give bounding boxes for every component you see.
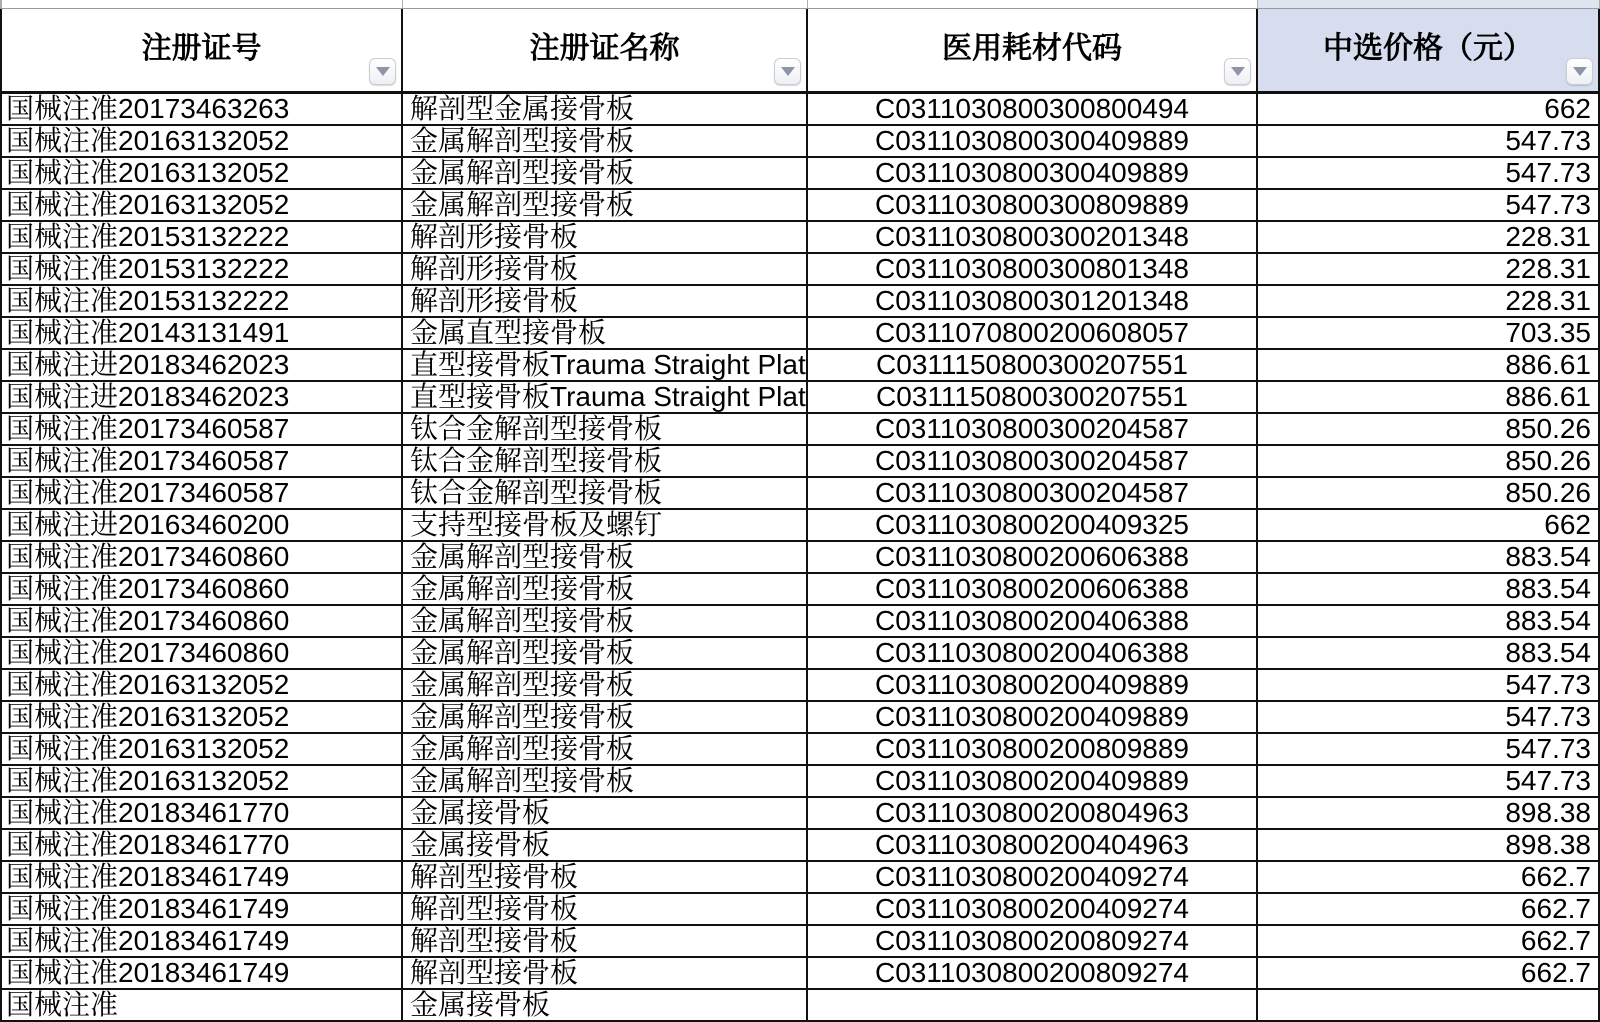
cell-cert-name[interactable]: 金属解剖型接骨板 [403,670,808,702]
table-row [0,638,1600,670]
column-title-consumable-code: 医用耗材代码 [942,32,1122,65]
cell-cert-name[interactable]: 解剖形接骨板 [403,286,808,318]
cell-consumable-code[interactable]: C0311030800301201348 [808,286,1258,318]
cell-cert-name[interactable]: 金属解剖型接骨板 [403,606,808,638]
cell-cert-name[interactable]: 直型接骨板Trauma Straight Plat [403,350,808,382]
cell-price[interactable]: 547.73 [1258,670,1600,702]
cell-price[interactable]: 883.54 [1258,606,1600,638]
cell-price[interactable]: 228.31 [1258,222,1600,254]
table-row [0,734,1600,766]
cell-cert-name[interactable]: 金属解剖型接骨板 [403,126,808,158]
cell-reg-no[interactable]: 国械注进20183462023 [0,382,403,414]
table-row [0,318,1600,350]
table-row [0,766,1600,798]
table-row [0,894,1600,926]
cell-consumable-code[interactable]: C0311030800200606388 [808,574,1258,606]
cell-cert-name[interactable]: 解剖型接骨板 [403,958,808,990]
table-row [0,350,1600,382]
cell-price[interactable]: 662.7 [1258,862,1600,894]
cell-reg-no[interactable]: 国械注进20163460200 [0,510,403,542]
table-row [0,670,1600,702]
cell-consumable-code[interactable] [808,990,1258,1022]
filter-dropdown-icon [1573,67,1587,76]
column-title-reg-no: 注册证号 [141,32,262,65]
cell-consumable-code[interactable]: C0311030800300204587 [808,446,1258,478]
cell-reg-no[interactable]: 国械注准20163132052 [0,126,403,158]
cell-price[interactable]: 886.61 [1258,350,1600,382]
cell-reg-no[interactable]: 国械注准20153132222 [0,222,403,254]
cell-price[interactable]: 883.54 [1258,638,1600,670]
column-title-price: 中选价格（元） [1323,32,1533,65]
filter-dropdown-icon [781,67,795,76]
table-row [0,414,1600,446]
table-row [0,222,1600,254]
cell-consumable-code[interactable]: C0311030800200606388 [808,542,1258,574]
filter-dropdown-icon [1231,67,1245,76]
table-row [0,958,1600,990]
cell-cert-name[interactable]: 金属接骨板 [403,798,808,830]
cell-reg-no[interactable]: 国械注准20163132052 [0,158,403,190]
cell-price[interactable]: 662.7 [1258,894,1600,926]
cell-reg-no[interactable]: 国械注准20153132222 [0,254,403,286]
cell-price[interactable]: 662 [1258,510,1600,542]
cell-consumable-code[interactable]: C0311030800200409889 [808,702,1258,734]
cell-reg-no[interactable]: 国械注准20183461770 [0,798,403,830]
header-cell-consumable-code[interactable] [808,9,1258,91]
cell-reg-no[interactable]: 国械注准20183461770 [0,830,403,862]
cell-cert-name[interactable]: 金属解剖型接骨板 [403,702,808,734]
partial-top-cell [1258,0,1600,8]
cell-reg-no[interactable]: 国械注准20183461749 [0,894,403,926]
table-row [0,190,1600,222]
cell-price[interactable]: 547.73 [1258,158,1600,190]
cell-cert-name[interactable]: 解剖型接骨板 [403,862,808,894]
cell-consumable-code[interactable]: C0311030800200409274 [808,894,1258,926]
cell-consumable-code[interactable]: C0311030800200404963 [808,830,1258,862]
table-row [0,478,1600,510]
cell-cert-name[interactable]: 支持型接骨板及螺钉 [403,510,808,542]
cell-cert-name[interactable]: 金属解剖型接骨板 [403,574,808,606]
cell-consumable-code[interactable]: C0311030800300409889 [808,126,1258,158]
cell-cert-name[interactable]: 金属解剖型接骨板 [403,638,808,670]
cell-consumable-code[interactable]: C0311030800200809274 [808,958,1258,990]
table-row [0,542,1600,574]
cell-cert-name[interactable]: 解剖型接骨板 [403,894,808,926]
cell-cert-name[interactable]: 直型接骨板Trauma Straight Plat [403,382,808,414]
cell-consumable-code[interactable]: C0311030800300204587 [808,478,1258,510]
table-row [0,798,1600,830]
header-cell-cert-name[interactable] [403,9,808,91]
cell-price[interactable]: 898.38 [1258,798,1600,830]
cell-cert-name[interactable]: 钛合金解剖型接骨板 [403,414,808,446]
cell-reg-no[interactable]: 国械注准20173460860 [0,542,403,574]
cell-consumable-code[interactable]: C0311030800300809889 [808,190,1258,222]
cell-price[interactable]: 850.26 [1258,414,1600,446]
cell-cert-name[interactable]: 金属接骨板 [403,990,808,1022]
cell-price[interactable]: 898.38 [1258,830,1600,862]
cell-price[interactable]: 662.7 [1258,958,1600,990]
header-cell-reg-no[interactable] [0,9,403,91]
filter-button[interactable] [369,58,396,85]
cell-reg-no[interactable]: 国械注准20173463263 [0,94,403,126]
table-row [0,702,1600,734]
cell-reg-no[interactable]: 国械注准20163132052 [0,702,403,734]
table-row-partial [0,990,1600,1022]
cell-reg-no[interactable]: 国械注准20173460860 [0,574,403,606]
filter-button[interactable] [774,58,801,85]
cell-price[interactable]: 850.26 [1258,478,1600,510]
table-row [0,862,1600,894]
cell-reg-no[interactable]: 国械注准20153132222 [0,286,403,318]
cell-cert-name[interactable]: 钛合金解剖型接骨板 [403,478,808,510]
table-row [0,510,1600,542]
header-row [0,9,1600,94]
cell-price[interactable]: 547.73 [1258,702,1600,734]
cell-consumable-code[interactable]: C0311030800200809889 [808,734,1258,766]
cell-price[interactable]: 547.73 [1258,734,1600,766]
cell-reg-no[interactable]: 国械注准20173460860 [0,606,403,638]
cell-cert-name[interactable]: 金属解剖型接骨板 [403,734,808,766]
cell-price[interactable]: 547.73 [1258,766,1600,798]
cell-cert-name[interactable]: 金属直型接骨板 [403,318,808,350]
cell-cert-name[interactable]: 解剖形接骨板 [403,222,808,254]
cell-consumable-code[interactable]: C0311030800200804963 [808,798,1258,830]
table-body [0,94,1600,1022]
cell-consumable-code[interactable]: C0311030800200409889 [808,670,1258,702]
cell-consumable-code[interactable]: C0311150800300207551 [808,382,1258,414]
cell-reg-no[interactable]: 国械注准20173460587 [0,414,403,446]
cell-reg-no[interactable]: 国械注准20183461749 [0,926,403,958]
cell-cert-name[interactable]: 金属接骨板 [403,830,808,862]
cell-reg-no[interactable]: 国械注准20183461749 [0,862,403,894]
cell-reg-no[interactable]: 国械注准20143131491 [0,318,403,350]
cell-cert-name[interactable]: 金属解剖型接骨板 [403,158,808,190]
table-row [0,254,1600,286]
cell-cert-name[interactable]: 解剖型金属接骨板 [403,94,808,126]
filter-button[interactable] [1566,58,1593,85]
table-row [0,382,1600,414]
cell-price[interactable]: 703.35 [1258,318,1600,350]
cell-cert-name[interactable]: 金属解剖型接骨板 [403,190,808,222]
cell-consumable-code[interactable]: C0311150800300207551 [808,350,1258,382]
cell-price[interactable]: 883.54 [1258,542,1600,574]
cell-price[interactable]: 228.31 [1258,254,1600,286]
cell-consumable-code[interactable]: C0311030800200409274 [808,862,1258,894]
cell-cert-name[interactable]: 金属解剖型接骨板 [403,542,808,574]
table-row [0,830,1600,862]
partial-top-cell [808,0,1258,8]
cell-price[interactable]: 228.31 [1258,286,1600,318]
cell-consumable-code[interactable]: C0311030800300801348 [808,254,1258,286]
table-row [0,926,1600,958]
cell-consumable-code[interactable]: C0311030800300204587 [808,414,1258,446]
cell-consumable-code[interactable]: C0311030800300800494 [808,94,1258,126]
cell-consumable-code[interactable]: C0311030800200409889 [808,766,1258,798]
cell-consumable-code[interactable]: C0311030800300409889 [808,158,1258,190]
cell-reg-no[interactable]: 国械注准20163132052 [0,190,403,222]
cell-price[interactable]: 662.7 [1258,926,1600,958]
partial-top-cell [403,0,808,8]
cell-consumable-code[interactable]: C0311030800200406388 [808,638,1258,670]
cell-price[interactable]: 547.73 [1258,190,1600,222]
cell-consumable-code[interactable]: C0311030800300201348 [808,222,1258,254]
cell-cert-name[interactable]: 解剖形接骨板 [403,254,808,286]
cell-price[interactable]: 662 [1258,94,1600,126]
table-row [0,606,1600,638]
cell-reg-no[interactable]: 国械注准20173460587 [0,478,403,510]
filter-button[interactable] [1224,58,1251,85]
cell-cert-name[interactable]: 解剖型接骨板 [403,926,808,958]
table-row [0,574,1600,606]
cell-price[interactable]: 883.54 [1258,574,1600,606]
cell-reg-no[interactable]: 国械注准20183461749 [0,958,403,990]
cell-price[interactable]: 547.73 [1258,126,1600,158]
cell-consumable-code[interactable]: C0311030800200406388 [808,606,1258,638]
cell-price[interactable] [1258,990,1600,1022]
cell-cert-name[interactable]: 钛合金解剖型接骨板 [403,446,808,478]
table-row [0,446,1600,478]
cell-cert-name[interactable]: 金属解剖型接骨板 [403,766,808,798]
cell-reg-no[interactable]: 国械注准 [0,990,403,1022]
cell-reg-no[interactable]: 国械注准20163132052 [0,734,403,766]
cell-reg-no[interactable]: 国械注准20163132052 [0,670,403,702]
cell-consumable-code[interactable]: C0311070800200608057 [808,318,1258,350]
table-row [0,94,1600,126]
table-row [0,126,1600,158]
cell-price[interactable]: 850.26 [1258,446,1600,478]
cell-reg-no[interactable]: 国械注准20173460860 [0,638,403,670]
cell-reg-no[interactable]: 国械注准20163132052 [0,766,403,798]
partial-top-cell [0,0,403,8]
table-row [0,286,1600,318]
column-title-cert-name: 注册证名称 [529,32,680,65]
cell-consumable-code[interactable]: C0311030800200809274 [808,926,1258,958]
partial-row-top [0,0,1600,9]
cell-price[interactable]: 886.61 [1258,382,1600,414]
table-row [0,158,1600,190]
header-cell-price[interactable] [1258,9,1600,91]
filter-dropdown-icon [376,67,390,76]
cell-reg-no[interactable]: 国械注准20173460587 [0,446,403,478]
cell-consumable-code[interactable]: C0311030800200409325 [808,510,1258,542]
cell-reg-no[interactable]: 国械注进20183462023 [0,350,403,382]
